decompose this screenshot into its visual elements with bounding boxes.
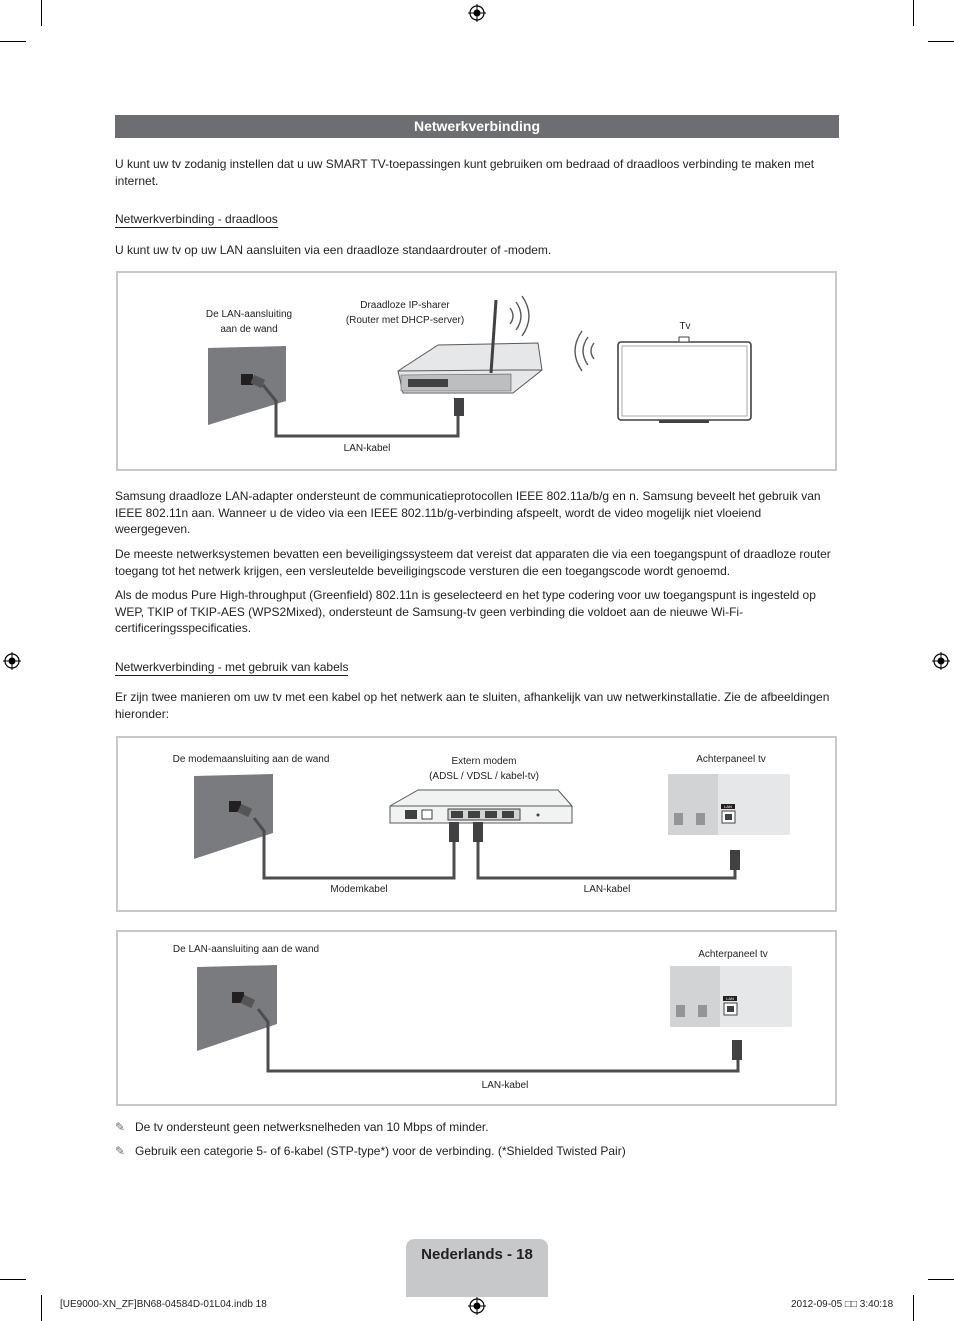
lan-port-label: LAN	[723, 996, 737, 1001]
note-item	[115, 1144, 626, 1158]
note-text: Gebruik een categorie 5- of 6-kabel (STP-type*) voor de verbinding. (*Shielded Twisted Pair)	[135, 1144, 626, 1158]
lan-cable-label: LAN-kabel	[343, 443, 391, 454]
timestamp: 2012-09-05 □□ 3:40:18	[791, 1299, 894, 1310]
registration-mark-icon	[3, 652, 21, 670]
tv-label: Tv	[679, 321, 691, 332]
wall-socket-label-line1: De LAN-aansluiting	[205, 309, 293, 320]
modem-label-line2: (ADSL / VDSL / kabel-tv)	[429, 771, 539, 782]
wired-diagram-direct	[116, 930, 837, 1106]
lan-port-label: LAN	[721, 804, 735, 809]
wireless-diagram	[116, 271, 837, 471]
wired-heading: Netwerkverbinding - met gebruik van kabels	[115, 660, 349, 674]
crop-mark	[928, 1279, 954, 1280]
crop-mark	[913, 0, 914, 26]
wall-socket-label-line2: aan de wand	[220, 324, 278, 335]
crop-mark	[0, 41, 26, 42]
tv-back-panel-label: Achterpaneel tv	[696, 754, 766, 765]
crop-mark	[913, 1295, 914, 1321]
tv-back-panel-label: Achterpaneel tv	[698, 949, 768, 960]
router-label-line2: (Router met DHCP-server)	[345, 315, 465, 326]
crop-mark	[41, 1295, 42, 1321]
lan-cable-label: LAN-kabel	[583, 884, 631, 895]
registration-mark-icon	[468, 1297, 486, 1315]
registration-mark-icon	[468, 4, 486, 22]
wireless-heading: Netwerkverbinding - draadloos	[115, 212, 278, 226]
lan-wall-label: De LAN-aansluiting aan de wand	[172, 944, 320, 955]
registration-mark-icon	[932, 652, 950, 670]
wireless-paragraph-2: De meeste netwerksystemen bevatten een beveiligingssysteem dat vereist dat apparaten die via een toegangspunt of draadloze router toegang tot het netwerk krijgen, een versleutelde beveiligingscode versturen die een toegangscode wordt genoemd.	[115, 547, 831, 578]
router-label	[338, 298, 472, 328]
file-info: [UE9000-XN_ZF]BN68-04584D-01L04.indb 18	[60, 1299, 267, 1310]
wall-socket-label	[200, 307, 298, 337]
wireless-intro: U kunt uw tv op uw LAN aansluiten via een draadloze standaardrouter of -modem.	[115, 243, 552, 257]
wired-diagram-modem	[116, 736, 837, 912]
note-item	[115, 1120, 489, 1134]
crop-mark	[41, 0, 42, 26]
lan-cable-label: LAN-kabel	[481, 1080, 529, 1091]
modem-label-line1: Extern modem	[451, 756, 517, 767]
wireless-paragraph-1: Samsung draadloze LAN-adapter ondersteunt de communicatieprotocollen IEEE 802.11a/b/g en n. Samsung beveelt het gebruik van IEEE 802.11n aan. Wanneer u de video via een IEEE 802.11b/g-verbinding afspeelt, wordt de video mogelijk niet vloeiend weergegeven.	[115, 489, 821, 536]
pencil-icon: ✎	[115, 1120, 126, 1134]
section-title: Netwerkverbinding	[115, 115, 839, 138]
intro-paragraph: U kunt uw tv zodanig instellen dat u uw SMART TV-toepassingen kunt gebruiken om bedraad of draadloos verbinding te maken met internet.	[115, 157, 815, 188]
modem-label	[414, 754, 554, 784]
crop-mark	[928, 41, 954, 42]
page-label: Nederlands - 18	[406, 1239, 548, 1297]
note-text: De tv ondersteunt geen netwerksnelheden van 10 Mbps of minder.	[135, 1120, 489, 1134]
modem-wall-label: De modemaansluiting aan de wand	[172, 754, 330, 765]
pencil-icon: ✎	[115, 1144, 126, 1158]
wired-intro: Er zijn twee manieren om uw tv met een kabel op het netwerk aan te sluiten, afhankelijk van uw netwerkinstallatie. Zie de afbeeldingen hieronder:	[115, 690, 830, 721]
router-label-line1: Draadloze IP-sharer	[360, 300, 450, 311]
modem-cable-label: Modemkabel	[330, 884, 388, 895]
crop-mark	[0, 1279, 26, 1280]
wireless-paragraph-3: Als de modus Pure High-throughput (Greenfield) 802.11n is geselecteerd en het type codering voor uw toegangspunt is ingesteld op WEP, TKIP of TKIP-AES (WPS2Mixed), ondersteunt de Samsung-tv geen verbinding die voldoet aan de nieuwe Wi-Fi-certificeringsspecificaties.	[115, 588, 816, 635]
